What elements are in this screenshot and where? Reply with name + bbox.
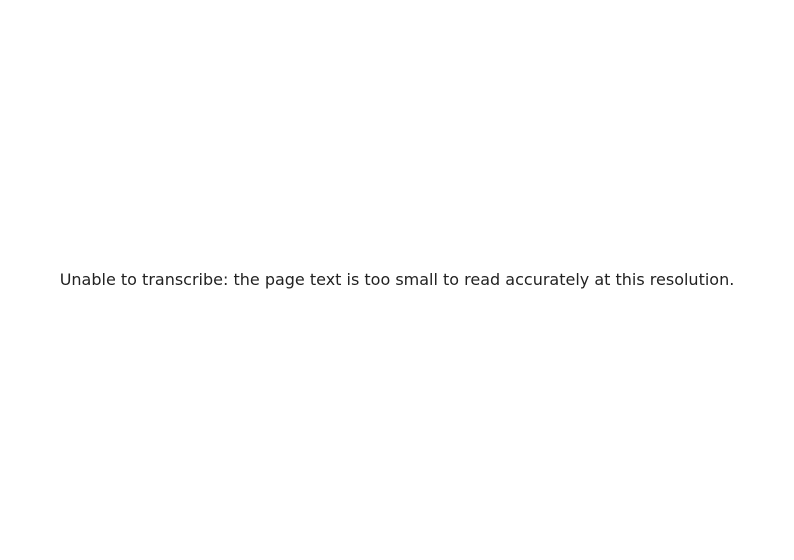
notice-text: Unable to transcribe: the page text is too small to read accurately at this resolution. [59,270,735,289]
